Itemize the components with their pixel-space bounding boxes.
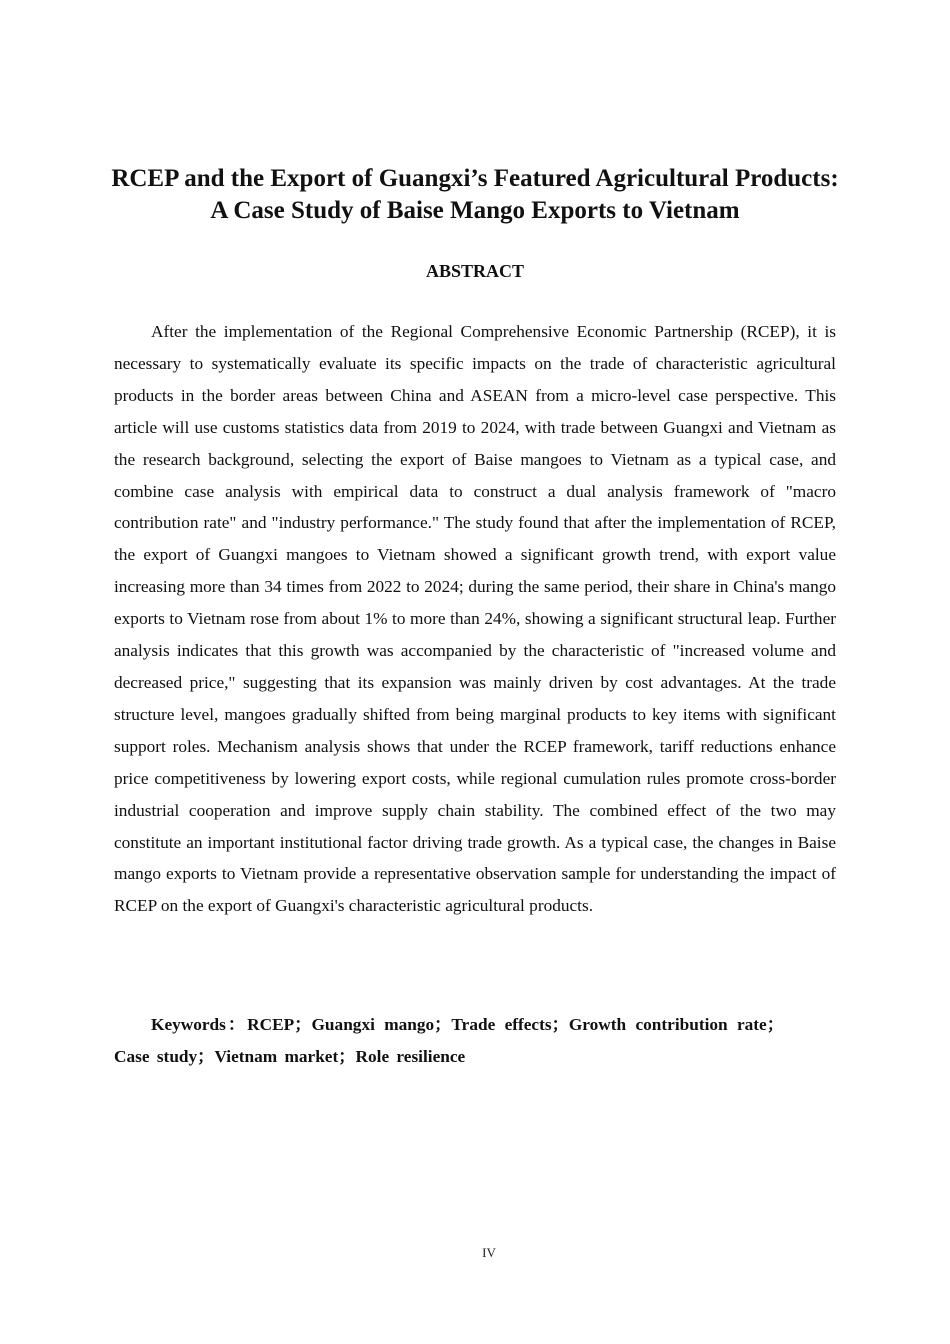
abstract-heading: ABSTRACT	[425, 261, 525, 281]
keywords-line: Keywords：RCEP；Guangxi mango；Trade effects；Growth contribution rate；Case study；Vietnam market；Role resilience	[114, 1015, 784, 1066]
abstract-paragraph: After the implementation of the Regional Comprehensive Economic Partnership (RCEP), it is necessary to systematically evaluate its specific impacts on the trade of characteristic agricultural products in the border areas between China and ASEAN from a micro-level case perspective. This article will use customs statistics data from 2019 to 2024, with trade between Guangxi and Vietnam as the research background, selecting the export of Baise mangoes to Vietnam as a typical case, and combine case analysis with empirical data to construct a dual analysis framework of "macro contribution rate" and "industry performance." The study found that after the implementation of RCEP, the export of Guangxi mangoes to Vietnam showed a significant growth trend, with export value increasing more than 34 times from 2022 to 2024; during the same period, their share in China's mango exports to Vietnam rose from about 1% to more than 24%, showing a significant structural leap. Further analysis indicates that this growth was accompanied by the characteristic of "increased volume and decreased price," suggesting that its expansion was mainly driven by cost advantages. At the trade structure level, mangoes gradually shifted from being marginal products to key items with significant support roles. Mechanism analysis shows that under the RCEP framework, tariff reductions enhance price competitiveness by lowering export costs, while regional cumulation rules promote cross-border industrial cooperation and improve supply chain stability. The combined effect of the two may constitute an important institutional factor driving trade growth. As a typical case, the changes in Baise mango exports to Vietnam provide a representative observation sample for understanding the impact of RCEP on the export of Guangxi's characteristic agricultural products.	[114, 322, 836, 916]
paper-title: RCEP and the Export of Guangxi’s Featured Agricultural Products: A Case Study of Baise Mango Exports to Vietnam	[111, 165, 839, 224]
page-number: IV	[482, 1245, 496, 1260]
